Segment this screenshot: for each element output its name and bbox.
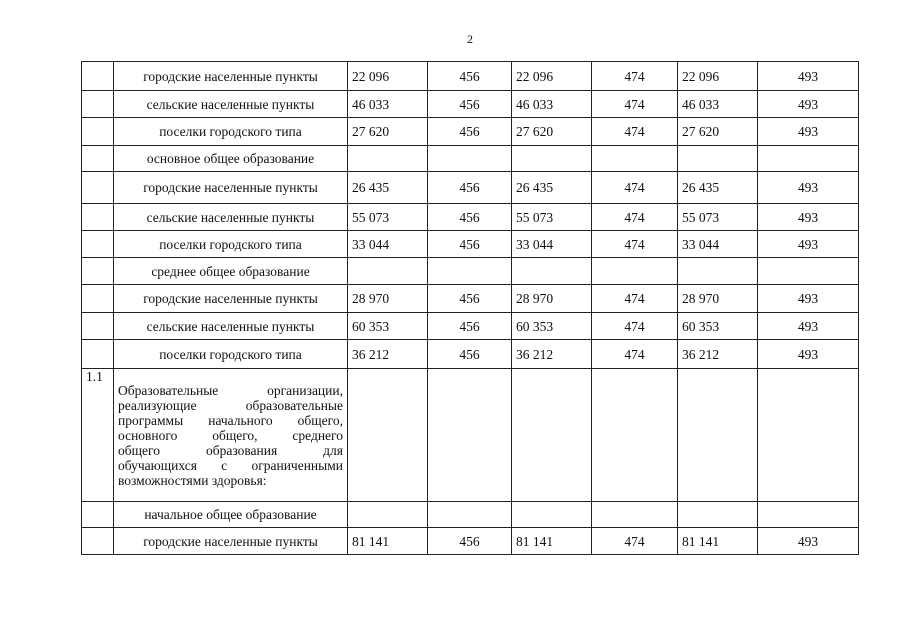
row-name: среднее общее образование — [114, 258, 348, 285]
amount-cell: 28 970 — [512, 285, 592, 313]
row-number — [82, 62, 114, 91]
coefficient-cell: 474 — [592, 172, 678, 204]
amount-cell: 60 353 — [512, 313, 592, 340]
coefficient-cell: 474 — [592, 528, 678, 555]
description-line: основного общего, среднего — [118, 427, 343, 443]
amount-cell: 27 620 — [512, 118, 592, 146]
coefficient-cell — [592, 258, 678, 285]
amount-cell: 46 033 — [348, 91, 428, 118]
cost-table — [81, 61, 859, 555]
table-row — [82, 146, 859, 172]
description-line: Образовательные организации, — [118, 382, 343, 398]
amount-cell: 60 353 — [678, 313, 758, 340]
description-line: обучающихся с ограниченными — [118, 457, 343, 473]
amount-cell: 27 620 — [348, 118, 428, 146]
row-name: сельские населенные пункты — [114, 91, 348, 118]
amount-cell: 60 353 — [348, 313, 428, 340]
coefficient-cell — [592, 146, 678, 172]
coefficient-cell: 474 — [592, 340, 678, 369]
section-description — [114, 369, 348, 502]
table-row — [82, 62, 859, 91]
table-row — [82, 502, 859, 528]
amount-cell: 55 073 — [512, 204, 592, 231]
table-row — [82, 340, 859, 369]
amount-cell — [678, 502, 758, 528]
amount-cell — [512, 502, 592, 528]
coefficient-cell — [592, 502, 678, 528]
table-row — [82, 172, 859, 204]
table-row — [82, 258, 859, 285]
row-number — [82, 172, 114, 204]
coefficient-cell — [428, 146, 512, 172]
coefficient-cell: 493 — [758, 340, 859, 369]
row-number — [82, 204, 114, 231]
coefficient-cell: 456 — [428, 340, 512, 369]
coefficient-cell: 474 — [592, 91, 678, 118]
amount-cell — [348, 146, 428, 172]
row-number — [82, 146, 114, 172]
table-row — [82, 528, 859, 555]
amount-cell: 33 044 — [512, 231, 592, 258]
amount-cell: 81 141 — [348, 528, 428, 555]
row-name: начальное общее образование — [114, 502, 348, 528]
amount-cell: 55 073 — [678, 204, 758, 231]
amount-cell: 26 435 — [348, 172, 428, 204]
amount-cell: 81 141 — [512, 528, 592, 555]
coefficient-cell: 456 — [428, 204, 512, 231]
amount-cell — [512, 146, 592, 172]
coefficient-cell: 456 — [428, 91, 512, 118]
amount-cell: 28 970 — [678, 285, 758, 313]
amount-cell: 36 212 — [512, 340, 592, 369]
amount-cell: 46 033 — [678, 91, 758, 118]
table-row — [82, 91, 859, 118]
coefficient-cell: 493 — [758, 172, 859, 204]
description-line: реализующие образовательные — [118, 397, 343, 413]
row-name: сельские населенные пункты — [114, 204, 348, 231]
row-name: поселки городского типа — [114, 340, 348, 369]
coefficient-cell: 493 — [758, 313, 859, 340]
row-name: городские населенные пункты — [114, 62, 348, 91]
coefficient-cell: 456 — [428, 528, 512, 555]
amount-cell: 28 970 — [348, 285, 428, 313]
page-number: 2 — [467, 32, 473, 46]
row-number — [82, 258, 114, 285]
coefficient-cell: 456 — [428, 62, 512, 91]
coefficient-cell — [758, 502, 859, 528]
row-number — [82, 528, 114, 555]
coefficient-cell — [428, 502, 512, 528]
coefficient-cell: 493 — [758, 285, 859, 313]
row-name: городские населенные пункты — [114, 285, 348, 313]
coefficient-cell: 493 — [758, 91, 859, 118]
coefficient-cell — [758, 146, 859, 172]
coefficient-cell — [428, 258, 512, 285]
empty-cell — [758, 369, 859, 502]
description-line: возможностями здоровья: — [118, 472, 267, 488]
table-row — [82, 118, 859, 146]
row-number — [82, 285, 114, 313]
row-name: основное общее образование — [114, 146, 348, 172]
coefficient-cell: 474 — [592, 231, 678, 258]
coefficient-cell: 474 — [592, 62, 678, 91]
coefficient-cell: 474 — [592, 118, 678, 146]
amount-cell: 22 096 — [348, 62, 428, 91]
amount-cell: 22 096 — [512, 62, 592, 91]
section-row-1-1 — [82, 369, 859, 502]
coefficient-cell: 456 — [428, 118, 512, 146]
row-name: поселки городского типа — [114, 231, 348, 258]
coefficient-cell: 493 — [758, 62, 859, 91]
amount-cell — [678, 258, 758, 285]
row-number — [82, 91, 114, 118]
coefficient-cell — [758, 258, 859, 285]
amount-cell: 81 141 — [678, 528, 758, 555]
coefficient-cell: 456 — [428, 285, 512, 313]
amount-cell: 22 096 — [678, 62, 758, 91]
coefficient-cell: 493 — [758, 231, 859, 258]
table-row — [82, 285, 859, 313]
coefficient-cell: 474 — [592, 313, 678, 340]
row-number — [82, 313, 114, 340]
table-row — [82, 231, 859, 258]
row-name: городские населенные пункты — [114, 528, 348, 555]
amount-cell: 46 033 — [512, 91, 592, 118]
amount-cell — [678, 146, 758, 172]
row-name: городские населенные пункты — [114, 172, 348, 204]
row-name: поселки городского типа — [114, 118, 348, 146]
coefficient-cell: 474 — [592, 285, 678, 313]
amount-cell: 33 044 — [348, 231, 428, 258]
table-row — [82, 313, 859, 340]
empty-cell — [348, 369, 428, 502]
amount-cell: 33 044 — [678, 231, 758, 258]
empty-cell — [428, 369, 512, 502]
row-name: сельские населенные пункты — [114, 313, 348, 340]
coefficient-cell: 493 — [758, 118, 859, 146]
amount-cell: 26 435 — [512, 172, 592, 204]
row-number — [82, 502, 114, 528]
empty-cell — [678, 369, 758, 502]
row-number — [82, 231, 114, 258]
amount-cell: 36 212 — [348, 340, 428, 369]
amount-cell: 55 073 — [348, 204, 428, 231]
table-row — [82, 204, 859, 231]
coefficient-cell: 456 — [428, 172, 512, 204]
amount-cell — [348, 258, 428, 285]
amount-cell — [512, 258, 592, 285]
row-number — [82, 118, 114, 146]
amount-cell — [348, 502, 428, 528]
amount-cell: 26 435 — [678, 172, 758, 204]
empty-cell — [512, 369, 592, 502]
coefficient-cell: 474 — [592, 204, 678, 231]
empty-cell — [592, 369, 678, 502]
description-line: общего образования для — [118, 442, 343, 458]
amount-cell: 36 212 — [678, 340, 758, 369]
amount-cell: 27 620 — [678, 118, 758, 146]
coefficient-cell: 493 — [758, 204, 859, 231]
row-number — [82, 340, 114, 369]
row-number: 1.1 — [82, 369, 114, 502]
coefficient-cell: 493 — [758, 528, 859, 555]
description-line: программы начального общего, — [118, 412, 343, 428]
coefficient-cell: 456 — [428, 313, 512, 340]
coefficient-cell: 456 — [428, 231, 512, 258]
